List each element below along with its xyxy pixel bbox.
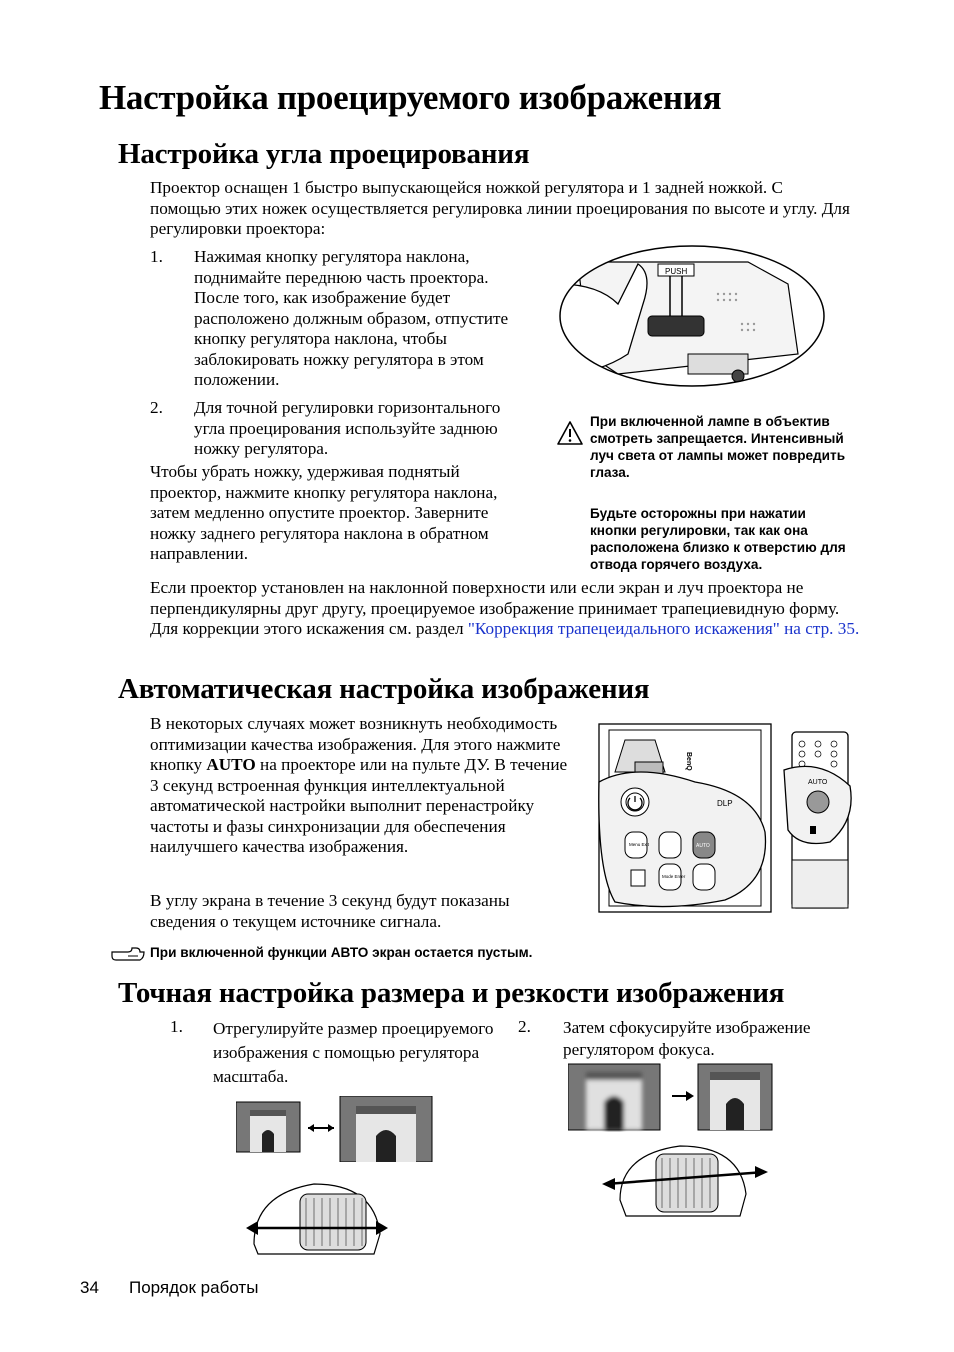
keystone-text-body: Если проектор установлен на наклонной поверхности или если экран и луч проектора не перпендикулярны друг другу, проецируемое изображение принимает трапециевидную форму. Для коррекции этого искажения см. раздел	[150, 578, 840, 638]
page-number: 34	[80, 1278, 99, 1297]
step-number: 1.	[150, 247, 163, 266]
section-heading-size-focus: Точная настройка размера и резкости изображения	[118, 977, 785, 1009]
focus-illustration	[568, 1062, 774, 1132]
remote-illustration	[780, 730, 854, 910]
step-number: 2.	[150, 398, 163, 417]
warning-vent: Будьте осторожны при нажатии кнопки регулировки, так как она расположена близко к отверстию для отвода горячего воздуха.	[590, 506, 846, 572]
keystone-link[interactable]: "Коррекция трапецеидального искажения" на стр. 35.	[467, 619, 860, 638]
tilt-foot-illustration	[558, 244, 826, 390]
step-number: 1.	[170, 1017, 183, 1036]
step-number: 2.	[518, 1017, 531, 1036]
auto-para1-b: на проекторе или на пульте ДУ. В течение 3 секунд встроенная функция интеллектуальной автоматической настройки выполнит перенастройку частоты и фазы синхронизации для обеспечения наилучшего качества изображения.	[150, 755, 568, 856]
keystone-text	[150, 578, 860, 640]
mode-label: Mode Enter	[662, 874, 686, 879]
note-hand-icon	[110, 943, 146, 963]
footer-section-name: Порядок работы	[129, 1278, 259, 1297]
auto-button-label: AUTO	[696, 843, 710, 849]
auto-keyword: AUTO	[206, 755, 256, 774]
zoom-illustration	[236, 1096, 434, 1162]
zoom-ring-illustration	[244, 1174, 390, 1260]
section-heading-angle: Настройка угла проецирования	[118, 138, 530, 170]
retract-text: Чтобы убрать ножку, удерживая поднятый проектор, нажмите кнопку регулятора наклона, затем медленно опустите проектор. Заверните ножку заднего регулятора наклона в обратном направлении.	[150, 462, 498, 563]
focus-step-text: Затем сфокусируйте изображение регулятором фокуса.	[563, 1018, 811, 1059]
step-text: Для точной регулировки горизонтального угла проецирования используйте заднюю ножку регулятора.	[194, 398, 501, 458]
step-text: Нажимая кнопку регулятора наклона, поднимайте переднюю часть проектора. После того, как изображение будет расположено должным образом, отпустите кнопку регулятора наклона, чтобы заблокировать ножку регулятора в этом положении.	[194, 247, 509, 389]
warning-icon	[556, 420, 584, 446]
zoom-step-text: Отрегулируйте размер проецируемого изображения с помощью регулятора масштаба.	[213, 1019, 494, 1086]
push-label: PUSH	[665, 267, 688, 276]
auto-para1	[150, 714, 575, 858]
page-title: Настройка проецируемого изображения	[99, 78, 722, 117]
dlp-label: DLP	[717, 799, 733, 808]
focus-ring-illustration	[600, 1140, 770, 1222]
warning-lamp: При включенной лампе в объектив смотреть запрещается. Интенсивный луч света от лампы может повредить глаза.	[590, 414, 846, 480]
angle-intro: Проектор оснащен 1 быстро выпускающейся ножкой регулятора и 1 задней ножкой. С помощью этих ножек осуществляется регулировка линии проецирования по высоте и углу. Для регулировки проектора:	[150, 178, 850, 238]
auto-para2: В углу экрана в течение 3 секунд будут показаны сведения о текущем источнике сигнала.	[150, 891, 510, 931]
projector-panel-illustration	[595, 722, 775, 914]
menu-label: Menu Exit	[629, 842, 650, 847]
auto-note: При включенной функции АВТО экран остается пустым.	[150, 945, 533, 960]
brand-label: BenQ	[685, 752, 692, 771]
section-heading-auto: Автоматическая настройка изображения	[118, 673, 650, 705]
remote-auto-label: AUTO	[808, 779, 828, 786]
auto-para1-a: В некоторых случаях может возникнуть необходимость оптимизации качества изображения. Для этого нажмите кнопку	[150, 714, 561, 774]
